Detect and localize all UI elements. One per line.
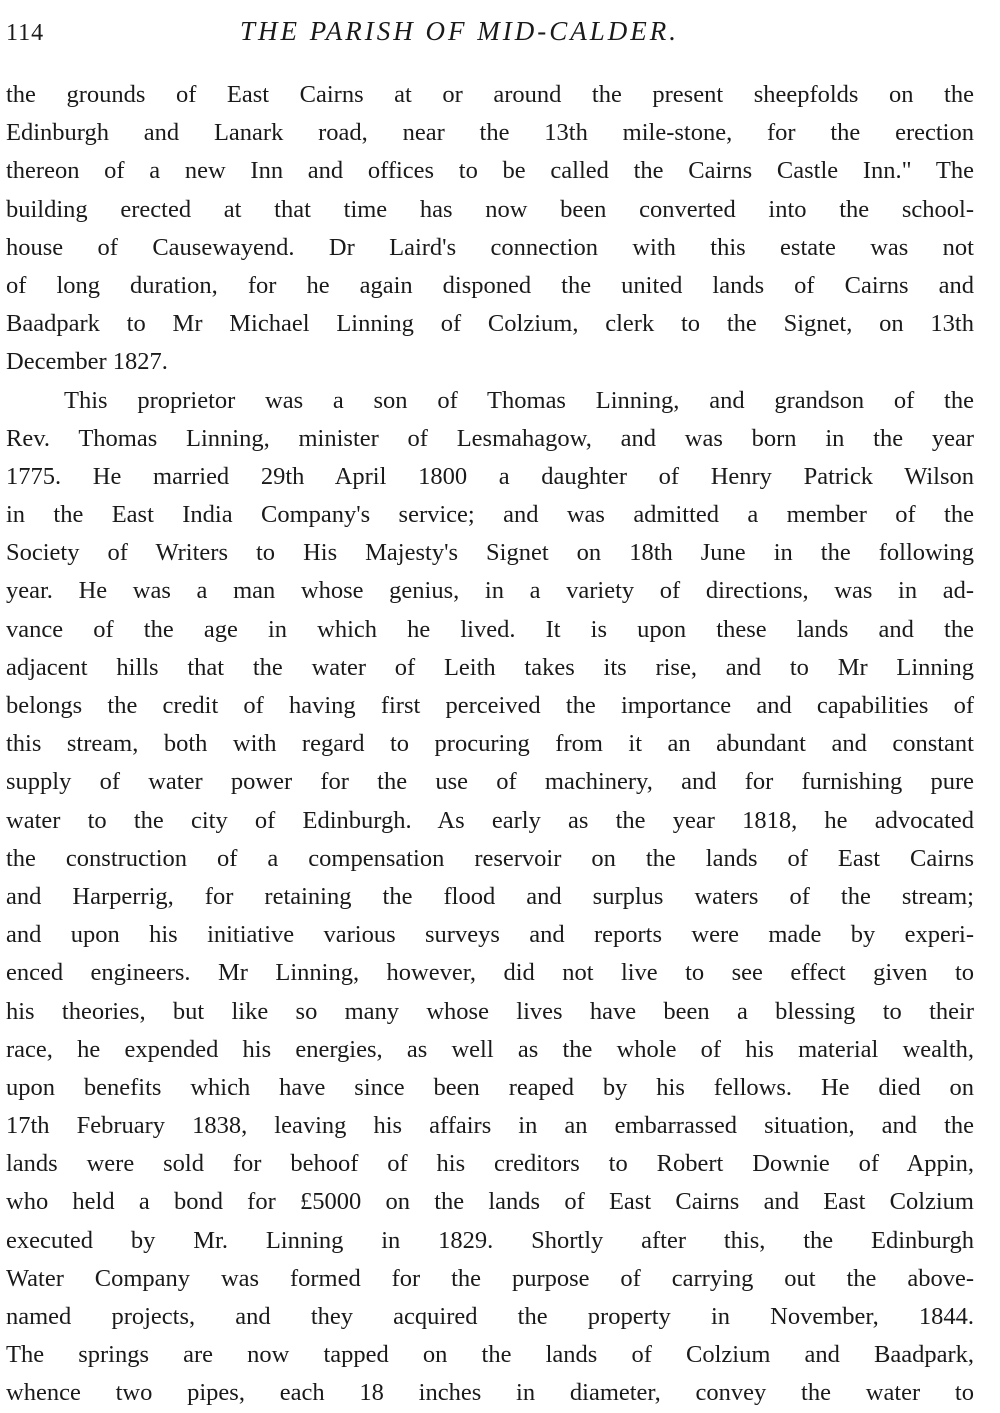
body-text	[6, 76, 974, 1413]
text-line: house of Causewayend. Dr Laird's connection with this estate was not	[6, 233, 974, 261]
text-line: Baadpark to Mr Michael Linning of Colzium, clerk to the Signet, on 13th	[6, 310, 974, 338]
text-line: the grounds of East Cairns at or around the present sheepfolds on the	[6, 81, 974, 108]
text-line: the construction of a compensation reservoir on the lands of East Cairns	[6, 844, 974, 872]
text-line: race, he expended his energies, as well as the whole of his material wealth,	[6, 1035, 974, 1063]
text-line: Water Company was formed for the purpose of carrying out the above-	[6, 1264, 974, 1292]
text-line: and Harperrig, for retaining the flood and surplus waters of the stream;	[6, 882, 974, 910]
text-line: 1775. He married 29th April 1800 a daughter of Henry Patrick Wilson	[6, 462, 974, 490]
text-line: this stream, both with regard to procuring from it an abundant and constant	[6, 730, 974, 758]
text-line: thereon of a new Inn and offices to be called the Cairns Castle Inn." The	[6, 157, 974, 185]
text-line: named projects, and they acquired the property in November, 1844.	[6, 1303, 974, 1330]
text-line: water to the city of Edinburgh. As early as the year 1818, he advocated	[6, 806, 974, 834]
text-line: vance of the age in which he lived. It is upon these lands and the	[6, 615, 974, 643]
text-line: adjacent hills that the water of Leith takes its rise, and to Mr Linning	[6, 653, 974, 681]
text-line: upon benefits which have since been reaped by his fellows. He died on	[6, 1073, 974, 1101]
text-line: in the East India Company's service; and was admitted a member of the	[6, 501, 974, 529]
text-line: of long duration, for he again disponed the united lands of Cairns and	[6, 271, 974, 299]
text-line: and upon his initiative various surveys and reports were made by experi-	[6, 921, 974, 949]
text-line: Edinburgh and Lanark road, near the 13th mile-stone, for the erection	[6, 119, 974, 147]
text-line: building erected at that time has now been converted into the school-	[6, 195, 974, 223]
text-line: supply of water power for the use of machinery, and for furnishing pure	[6, 768, 974, 796]
text-line: The springs are now tapped on the lands of Colzium and Baadpark,	[6, 1341, 974, 1369]
text-line: who held a bond for £5000 on the lands of East Cairns and East Colzium	[6, 1188, 974, 1216]
page-number: 114	[6, 20, 45, 46]
running-title: THE PARISH OF MID-CALDER.	[240, 16, 679, 46]
page-header	[6, 14, 966, 54]
paragraph-start-line: This proprietor was a son of Thomas Linning, and grandson of the	[64, 386, 974, 414]
text-line: year. He was a man whose genius, in a variety of directions, was in ad-	[6, 577, 974, 605]
text-line: Rev. Thomas Linning, minister of Lesmahagow, and was born in the year	[6, 424, 974, 452]
text-line: whence two pipes, each 18 inches in diameter, convey the water to	[6, 1379, 974, 1407]
text-line: executed by Mr. Linning in 1829. Shortly after this, the Edinburgh	[6, 1226, 974, 1254]
text-line: belongs the credit of having first perceived the importance and capabilities of	[6, 692, 974, 719]
text-line: enced engineers. Mr Linning, however, did not live to see effect given to	[6, 959, 974, 987]
text-line: Society of Writers to His Majesty's Signet on 18th June in the following	[6, 539, 974, 567]
text-line: 17th February 1838, leaving his affairs in an embarrassed situation, and the	[6, 1112, 974, 1140]
text-line: lands were sold for behoof of his creditors to Robert Downie of Appin,	[6, 1150, 974, 1178]
text-line: his theories, but like so many whose lives have been a blessing to their	[6, 997, 974, 1025]
text-line: December 1827.	[6, 348, 168, 376]
